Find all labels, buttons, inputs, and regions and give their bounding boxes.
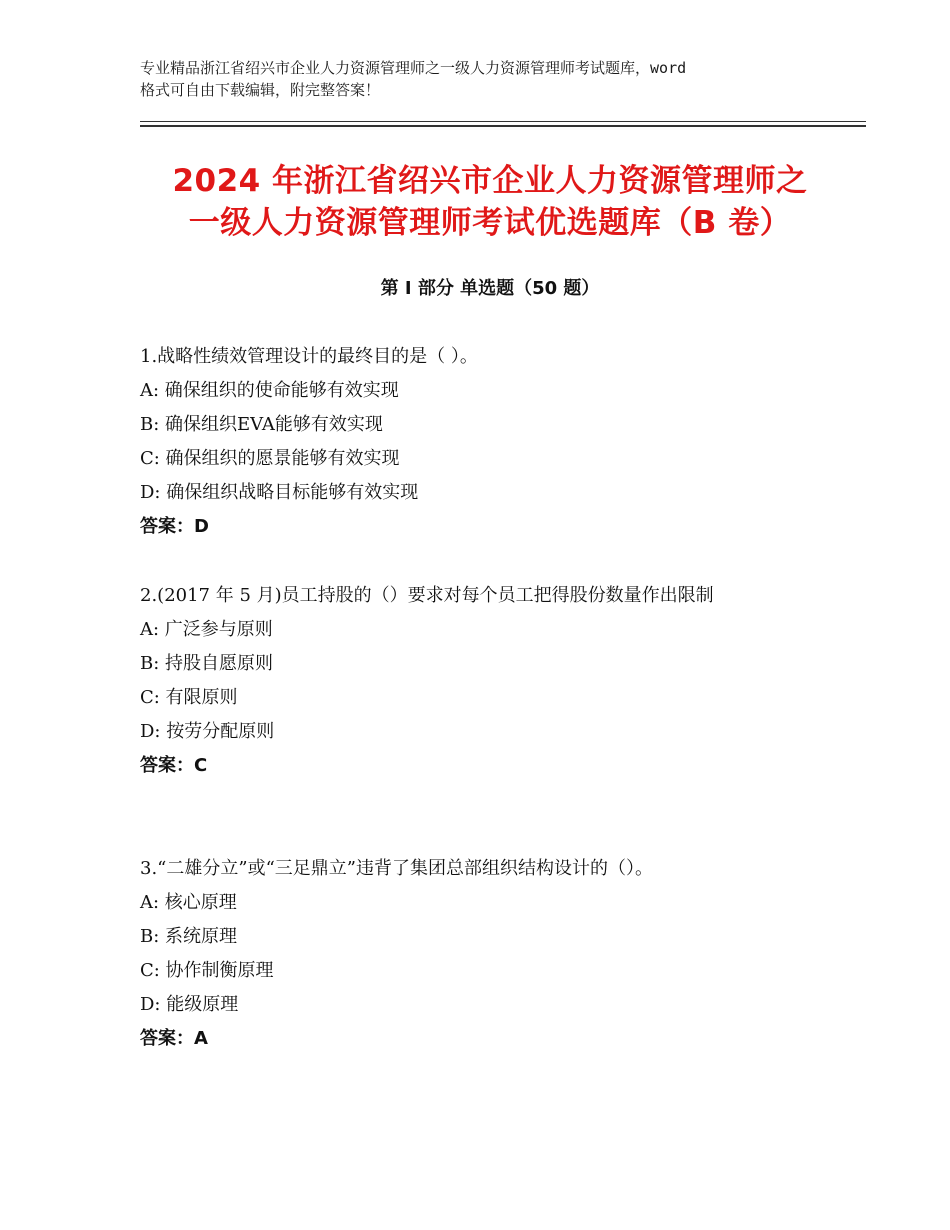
title-line-2: 一级人力资源管理师考试优选题库（B 卷） (188, 205, 792, 241)
question-2 (140, 579, 820, 783)
option-a: A: 核心原理 (140, 892, 237, 913)
option-b: B: 系统原理 (140, 926, 238, 947)
option-d: D: 按劳分配原则 (140, 721, 275, 742)
question-stem: 2.(2017 年 5 月)员工持股的（）要求对每个员工把得股份数量作出限制 (140, 585, 714, 606)
option-a: A: 确保组织的使命能够有效实现 (140, 380, 399, 401)
header-note-line-1: 专业精品浙江省绍兴市企业人力资源管理师之一级人力资源管理师考试题库，word (140, 59, 687, 77)
option-b: B: 持股自愿原则 (140, 653, 274, 674)
answer-label: 答案：C (140, 755, 208, 776)
section-title: 第 I 部分 单选题（50 题） (380, 278, 600, 299)
option-d: D: 确保组织战略目标能够有效实现 (140, 482, 419, 503)
header-note-line-2: 格式可自由下载编辑，附完整答案！ (140, 81, 381, 99)
option-d: D: 能级原理 (140, 994, 239, 1015)
document-title (140, 160, 840, 244)
question-3 (140, 852, 820, 1056)
option-c: C: 确保组织的愿景能够有效实现 (140, 448, 400, 469)
question-stem: 3.“二雄分立”或“三足鼎立”违背了集团总部组织结构设计的（）。 (140, 858, 653, 879)
document-header-note (140, 57, 830, 101)
title-line-1: 2024 年浙江省绍兴市企业人力资源管理师之 (172, 163, 808, 199)
option-b: B: 确保组织EVA能够有效实现 (140, 414, 383, 435)
header-divider-thin (140, 121, 866, 122)
question-stem: 1.战略性绩效管理设计的最终目的是（ ）。 (140, 346, 478, 367)
header-divider-thick (140, 125, 866, 127)
option-c: C: 协作制衡原理 (140, 960, 274, 981)
option-c: C: 有限原则 (140, 687, 238, 708)
question-1 (140, 340, 820, 544)
option-a: A: 广泛参与原则 (140, 619, 273, 640)
answer-label: 答案：A (140, 1028, 208, 1049)
answer-label: 答案：D (140, 516, 209, 537)
